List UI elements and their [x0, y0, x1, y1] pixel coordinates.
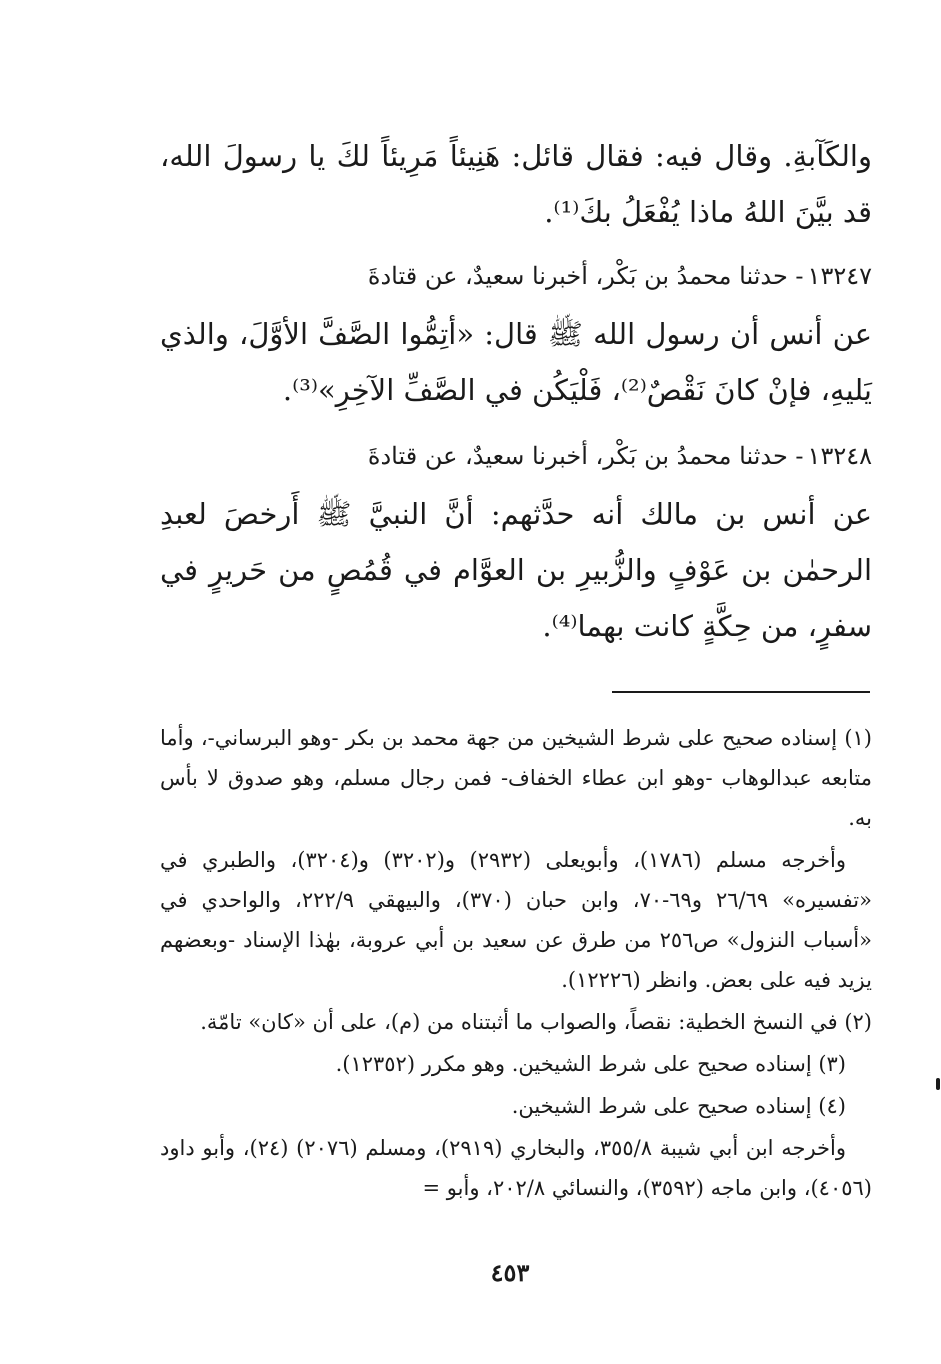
footnote-3: (٣) إسناده صحيح على شرط الشيخين. وهو مكرر (١٢٣٥٢). — [335, 1052, 846, 1076]
footnote-divider — [612, 691, 870, 693]
footnote-1: (١) إسناده صحيح على شرط الشيخين من جهة محمد بن بكر -وهو البرساني-، وأما متابعه عبدالوهاب -وهو ابن عطاء الخفاف- فمن رجال مسلم، وهو صدوق لا بأس به. — [160, 726, 872, 830]
footnote-2: (٢) في النسخ الخطية: نقصاً، والصواب ما أثبتناه من (م)، على أن «كان» تامّة. — [200, 1010, 872, 1034]
hadith-number: ١٣٢٤٧ — [807, 262, 872, 290]
page-number: ٤٥٣ — [490, 1258, 530, 1287]
footnote-4-continued: وأخرجه ابن أبي شيبة ٣٥٥/٨، والبخاري (٢٩١٩)، ومسلم (٢٠٧٦) (٢٤)، وأبو داود (٤٠٥٦)، وابن ماجه (٣٥٩٢)، والنسائي ٢٠٢/٨، وأبو = — [160, 1136, 872, 1200]
hadith-heading-13248 — [160, 434, 872, 478]
main-text — [160, 128, 872, 670]
margin-mark — [936, 1078, 940, 1090]
hadith-chain: - حدثنا محمدُ بن بَكْر، أخبرنا سعيدٌ، عن قتادةَ — [367, 442, 804, 470]
hadith-heading-13247 — [160, 254, 872, 298]
hadith-chain: - حدثنا محمدُ بن بَكْر، أخبرنا سعيدٌ، عن قتادةَ — [367, 262, 804, 290]
footnotes — [160, 718, 872, 1210]
footnote-4: (٤) إسناده صحيح على شرط الشيخين. — [511, 1094, 846, 1118]
hadith-text-13248: عن أنس بن مالك أنه حدَّثهم: أنَّ النبيَّ ﷺ أَرخصَ لعبدِ الرحمٰن بن عَوْفٍ والزُّبيرِ بن العوَّام في قُمُصٍ من حَريرٍ في سفرٍ، من حِكَّةٍ كانت بهما⁽⁴⁾. — [160, 497, 872, 643]
hadith-text-13247: عن أنس أن رسول الله ﷺ قال: «أتِمُّوا الصَّفَّ الأوَّلَ، والذي يَليهِ، فإنْ كانَ نَقْصٌ⁽²⁾، فَلْيَكُن في الصَّفِّ الآخِرِ»⁽³⁾. — [160, 317, 872, 407]
hadith-number: ١٣٢٤٨ — [807, 442, 872, 470]
footnote-1-continued: وأخرجه مسلم (١٧٨٦)، وأبويعلى (٢٩٣٢) و(٣٢٠٢) و(٣٢٠٤)، والطبري في «تفسيره» ٢٦/٦٩ و٦٩-٧٠، وابن حبان (٣٧٠)، والبيهقي ٢٢٢/٩، والواحدي في «أسباب النزول» ص٢٥٦ من طرق عن سعيد بن أبي عروبة، بهٰذا الإسناد -وبعضهم يزيد فيه على بعض. وانظر (١٢٢٢٦). — [160, 848, 872, 992]
paragraph-continuation: والكَآبةِ. وقال فيه: فقال قائل: هَنِيئاً مَرِيئاً لكَ يا رسولَ الله، قد بيَّنَ اللهُ ماذا يُفْعَلُ بكَ⁽¹⁾. — [160, 139, 872, 229]
